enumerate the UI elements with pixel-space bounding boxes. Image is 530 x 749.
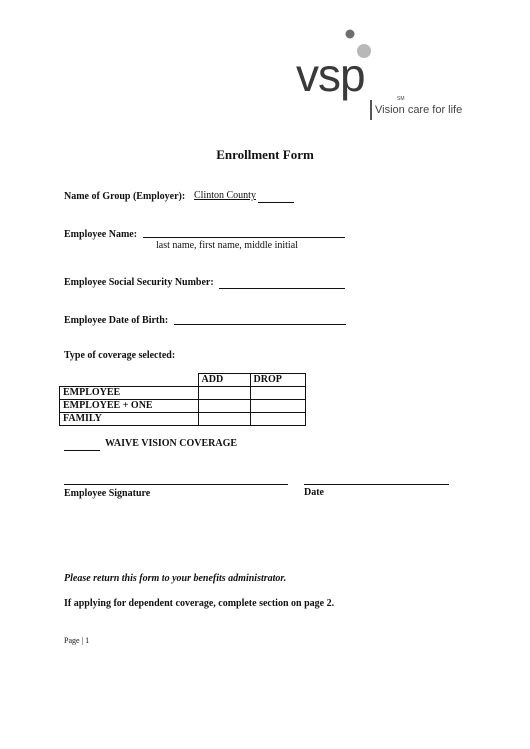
ssn-label: Employee Social Security Number: (64, 277, 214, 288)
coverage-drop-cell[interactable] (250, 413, 305, 426)
ssn-field[interactable] (219, 288, 345, 289)
group-value: Clinton County (194, 190, 256, 201)
coverage-option-label: EMPLOYEE (60, 387, 199, 400)
coverage-row-employee-one (60, 400, 306, 413)
coverage-drop-cell[interactable] (250, 400, 305, 413)
coverage-header-add: ADD (198, 374, 250, 387)
coverage-header-row (60, 374, 306, 387)
page-number: Page | 1 (64, 636, 90, 645)
logo-tagline: Vision care for life (375, 104, 463, 116)
signature-field[interactable] (64, 484, 288, 485)
dependent-note: If applying for dependent coverage, complete section on page 2. (64, 598, 335, 609)
return-note: Please return this form to your benefits administrator. (64, 573, 287, 584)
dob-label: Employee Date of Birth: (64, 315, 169, 326)
coverage-header-blank (60, 374, 199, 387)
group-label: Name of Group (Employer): (64, 191, 186, 202)
employee-name-label: Employee Name: (64, 229, 138, 240)
waive-label: WAIVE VISION COVERAGE (105, 438, 238, 449)
coverage-add-cell[interactable] (198, 400, 250, 413)
date-label: Date (304, 487, 324, 498)
waive-checkline[interactable] (64, 450, 100, 451)
form-title: Enrollment Form (216, 147, 314, 162)
logo-descender (370, 100, 372, 120)
date-field[interactable] (304, 484, 449, 485)
coverage-add-cell[interactable] (198, 413, 250, 426)
employee-name-hint: last name, first name, middle initial (156, 240, 298, 251)
logo-wordmark: vsp (296, 49, 365, 101)
group-underline (258, 202, 294, 203)
employee-name-field[interactable] (143, 237, 345, 238)
signature-label: Employee Signature (64, 488, 151, 499)
coverage-label: Type of coverage selected: (64, 350, 176, 361)
dob-field[interactable] (174, 324, 346, 325)
coverage-header-drop: DROP (250, 374, 305, 387)
coverage-add-cell[interactable] (198, 387, 250, 400)
logo-service-mark: SM (397, 96, 405, 102)
coverage-option-label: EMPLOYEE + ONE (60, 400, 199, 413)
coverage-row-employee (60, 387, 306, 400)
coverage-option-label: FAMILY (60, 413, 199, 426)
coverage-drop-cell[interactable] (250, 387, 305, 400)
coverage-row-family (60, 413, 306, 426)
coverage-table (59, 373, 306, 426)
